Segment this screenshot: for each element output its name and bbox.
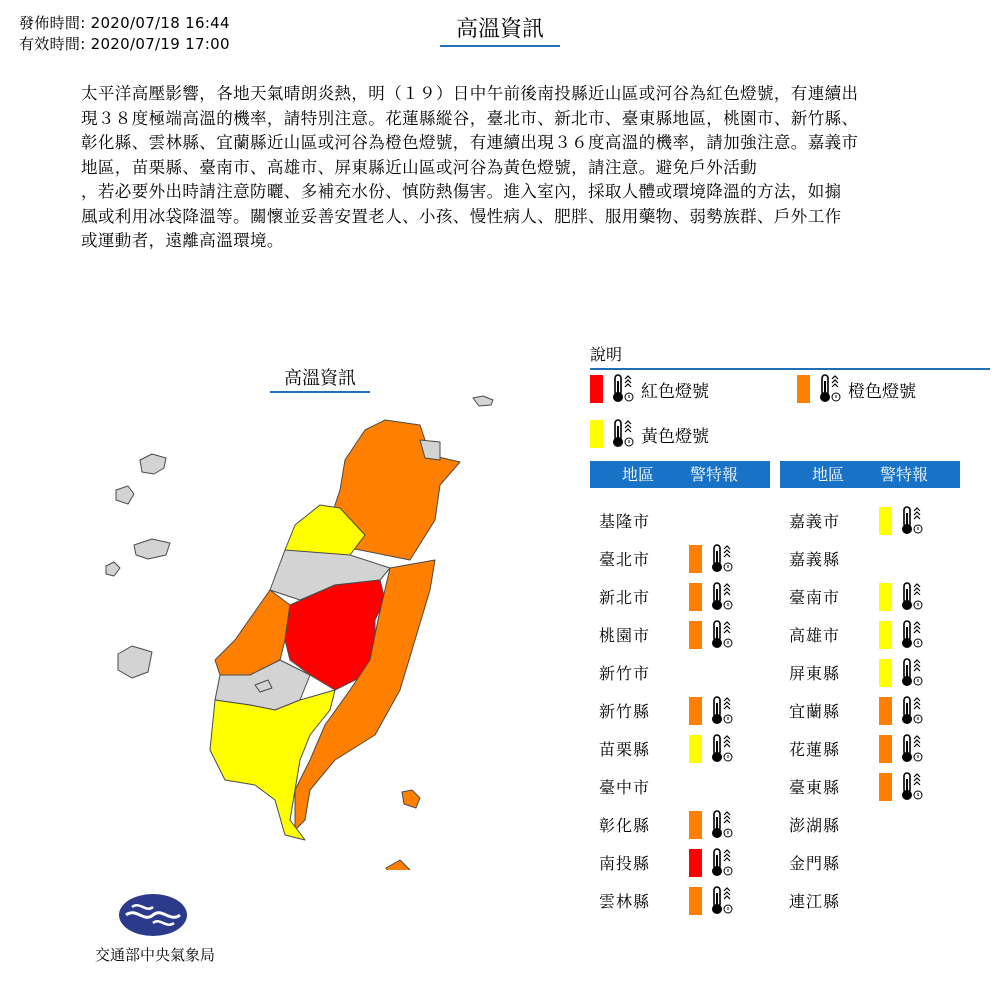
- thermometer-heat-icon: [900, 695, 924, 727]
- warning-indicator: [879, 657, 924, 689]
- table-header-right: [780, 461, 960, 488]
- warning-indicator: [879, 695, 924, 727]
- warning-swatch: [879, 773, 892, 801]
- region-name: 嘉義市: [789, 512, 841, 531]
- table-row: [789, 771, 969, 801]
- bulletin-line: 彰化縣、雲林縣、宜蘭縣近山區或河谷為橙色燈號，有連續出現３６度高溫的機率，請加強注意。嘉義市: [81, 133, 859, 152]
- region-name: 臺南市: [789, 588, 841, 607]
- bulletin-line: 或運動者，遠離高溫環境。: [81, 231, 284, 250]
- table-row: [789, 847, 969, 877]
- region-name: 新竹市: [599, 664, 651, 683]
- table-row: [599, 885, 779, 915]
- warning-swatch: [689, 735, 702, 763]
- legend-swatch: [797, 375, 810, 403]
- orchid-island: [386, 860, 410, 870]
- warning-indicator: [689, 809, 734, 841]
- warning-swatch: [879, 697, 892, 725]
- valid-time: 有效時間: 2020/07/19 17:00: [19, 35, 230, 53]
- warning-indicator: [879, 733, 924, 765]
- thermometer-heat-icon: [710, 885, 734, 917]
- thermometer-heat-icon: [611, 373, 635, 405]
- warning-swatch: [689, 621, 702, 649]
- warning-indicator: [689, 885, 734, 917]
- warning-indicator: [689, 695, 734, 727]
- header-warning: 警特報: [690, 465, 739, 484]
- thermometer-heat-icon: [900, 733, 924, 765]
- table-row: [599, 505, 779, 535]
- region-name: 雲林縣: [599, 892, 651, 911]
- page-title: 高溫資訊: [440, 15, 560, 47]
- table-row: [789, 543, 969, 573]
- warning-indicator: [879, 619, 924, 651]
- region-name: 臺東縣: [789, 778, 841, 797]
- table-row: [599, 657, 779, 687]
- region-name: 桃園市: [599, 626, 651, 645]
- thermometer-heat-icon: [710, 581, 734, 613]
- legend-title: 說明: [590, 343, 990, 370]
- legend-item: [590, 373, 709, 405]
- legend-label: 紅色燈號: [641, 381, 709, 402]
- matsu-islands: [473, 396, 493, 406]
- bulletin-line: 現３８度極端高溫的機率，請特別注意。花蓮縣縱谷，臺北市、新北市、臺東縣地區，桃園市、新竹縣、: [81, 108, 859, 128]
- thermometer-heat-icon: [900, 581, 924, 613]
- region-name: 臺中市: [599, 778, 651, 797]
- region-name: 南投縣: [599, 854, 651, 873]
- region-name: 彰化縣: [599, 816, 651, 835]
- table-row: [789, 657, 969, 687]
- table-header-left: [590, 461, 770, 488]
- region-name: 苗栗縣: [599, 740, 651, 759]
- table-row: [789, 733, 969, 763]
- table-row: [789, 619, 969, 649]
- table-row: [789, 505, 969, 535]
- warning-indicator: [879, 505, 924, 537]
- warning-indicator: [879, 581, 924, 613]
- table-row: [599, 581, 779, 611]
- legend-swatch: [590, 420, 603, 448]
- thermometer-heat-icon: [900, 505, 924, 537]
- thermometer-heat-icon: [900, 619, 924, 651]
- warning-swatch: [689, 811, 702, 839]
- bulletin-text: [81, 82, 931, 254]
- warning-indicator: [689, 581, 734, 613]
- green-island: [402, 790, 420, 808]
- region-name: 金門縣: [789, 854, 841, 873]
- warning-swatch: [689, 583, 702, 611]
- penghu-island-2: [106, 562, 120, 576]
- table-row: [789, 885, 969, 915]
- table-row: [599, 619, 779, 649]
- thermometer-heat-icon: [710, 809, 734, 841]
- thermometer-heat-icon: [611, 418, 635, 450]
- agency-name: 交通部中央氣象局: [94, 946, 215, 964]
- taiwan-heat-map: [90, 390, 510, 870]
- bulletin-line: ，若必要外出時請注意防曬、多補充水份、慎防熱傷害。進入室內，採取人體或環境降溫的方法，如搧: [81, 182, 842, 201]
- warning-swatch: [689, 697, 702, 725]
- thermometer-heat-icon: [710, 543, 734, 575]
- warning-swatch: [689, 849, 702, 877]
- kinmen-island-1: [140, 454, 166, 474]
- header-warning: 警特報: [880, 465, 929, 484]
- region-name: 臺北市: [599, 550, 651, 569]
- map-title: 高溫資訊: [270, 367, 370, 393]
- thermometer-heat-icon: [900, 771, 924, 803]
- warning-indicator: [689, 847, 734, 879]
- issue-time: 發佈時間: 2020/07/18 16:44: [19, 14, 230, 32]
- table-row: [599, 847, 779, 877]
- cwb-logo: [118, 893, 188, 937]
- region-name: 澎湖縣: [789, 816, 841, 835]
- legend-swatch: [590, 375, 603, 403]
- header-region: 地區: [622, 465, 655, 484]
- region-name: 高雄市: [789, 626, 841, 645]
- legend-item: [797, 373, 916, 405]
- warning-swatch: [879, 507, 892, 535]
- warning-swatch: [689, 545, 702, 573]
- region-name: 新北市: [599, 588, 651, 607]
- table-row: [599, 809, 779, 839]
- warning-indicator: [689, 543, 734, 575]
- header-region: 地區: [812, 465, 845, 484]
- legend-label: 橙色燈號: [848, 381, 916, 402]
- thermometer-heat-icon: [710, 733, 734, 765]
- region-name: 連江縣: [789, 892, 841, 911]
- thermometer-heat-icon: [900, 657, 924, 689]
- legend-label: 黃色燈號: [641, 426, 709, 447]
- kinmen-island-2: [116, 486, 134, 504]
- warning-swatch: [879, 659, 892, 687]
- warning-indicator: [689, 733, 734, 765]
- table-row: [599, 695, 779, 725]
- bulletin-line: 太平洋高壓影響，各地天氣晴朗炎熱，明（１９）日中午前後南投縣近山區或河谷為紅色燈號，有連續出: [81, 84, 859, 103]
- table-row: [789, 695, 969, 725]
- region-name: 屏東縣: [789, 664, 841, 683]
- thermometer-heat-icon: [710, 695, 734, 727]
- region-name: 新竹縣: [599, 702, 651, 721]
- warning-swatch: [689, 887, 702, 915]
- warning-swatch: [879, 621, 892, 649]
- table-row: [599, 771, 779, 801]
- table-row: [599, 733, 779, 763]
- table-row: [789, 581, 969, 611]
- bulletin-line: 風或利用冰袋降溫等。關懷並妥善安置老人、小孩、慢性病人、肥胖、服用藥物、弱勢族群、戶外工作: [81, 206, 842, 226]
- thermometer-heat-icon: [710, 619, 734, 651]
- legend-item: [590, 418, 709, 450]
- bulletin-line: 地區，苗栗縣、臺南市、高雄市、屏東縣近山區或河谷為黃色燈號，請注意。避免戶外活動: [81, 157, 757, 177]
- warning-indicator: [879, 771, 924, 803]
- warning-indicator: [689, 619, 734, 651]
- thermometer-heat-icon: [818, 373, 842, 405]
- region-name: 花蓮縣: [789, 740, 841, 759]
- region-name: 基隆市: [599, 512, 651, 531]
- warning-swatch: [879, 583, 892, 611]
- table-row: [599, 543, 779, 573]
- region-name: 嘉義縣: [789, 550, 841, 569]
- penghu-island-3: [118, 646, 152, 678]
- penghu-island-1: [134, 539, 170, 559]
- table-row: [789, 809, 969, 839]
- thermometer-heat-icon: [710, 847, 734, 879]
- warning-swatch: [879, 735, 892, 763]
- region-name: 宜蘭縣: [789, 702, 841, 721]
